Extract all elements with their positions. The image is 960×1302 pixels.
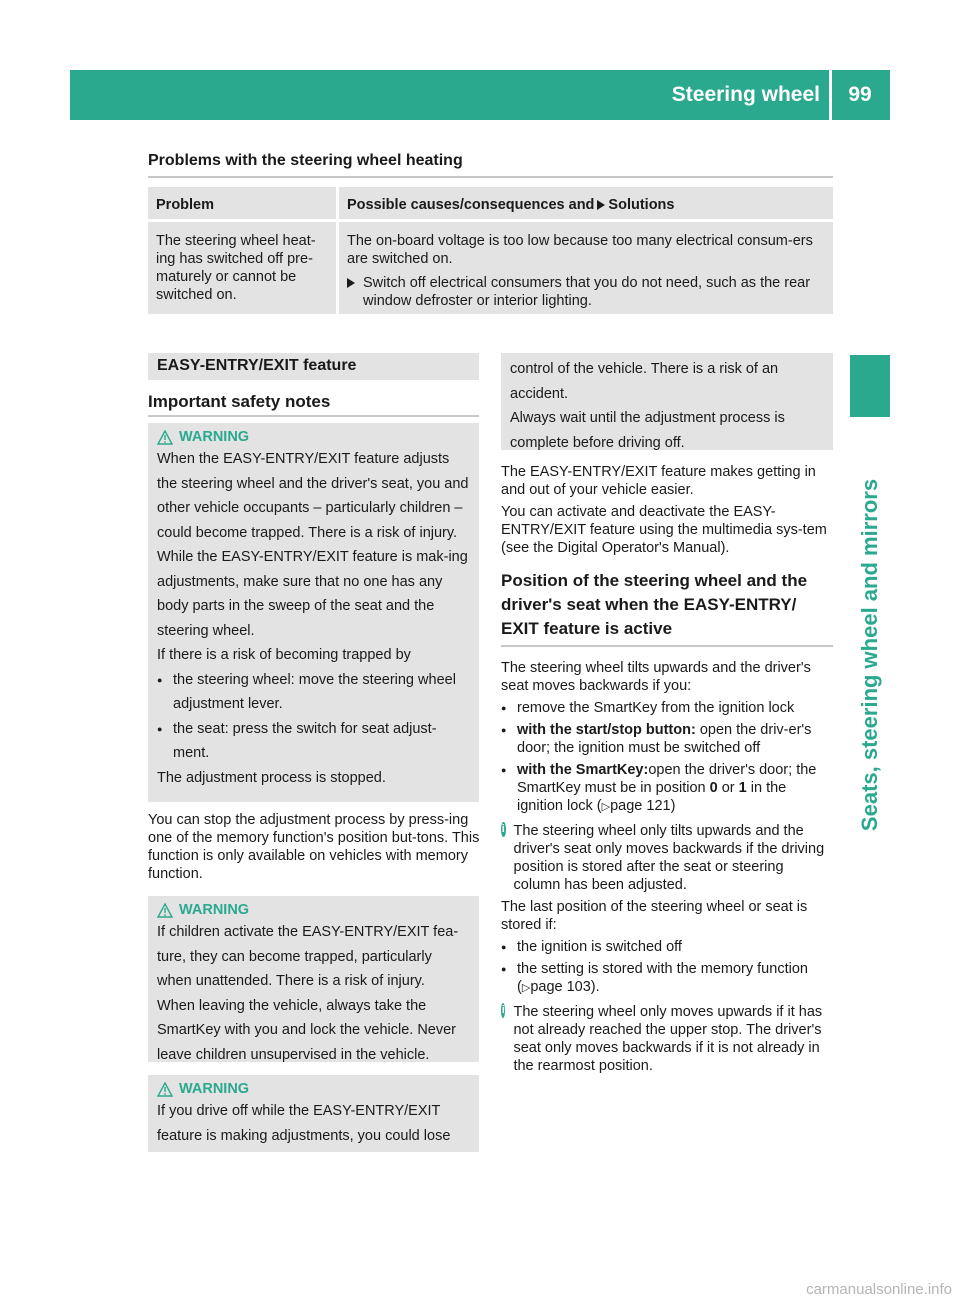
warning-header [157,429,470,445]
subheading: Important safety notes [148,392,331,411]
table-header-problem [148,187,336,219]
warning-triangle-icon [157,903,173,918]
warning-triangle-icon [157,430,173,445]
problem-text: The steering wheel heat-ing has switched off pre-maturely or cannot be switched on. [156,233,316,303]
warning-text: If there is a risk of becoming trapped by [157,647,411,663]
chapter-label: Seats, steering wheel and mirrors [857,478,882,832]
position-value: 0 [709,780,718,796]
watermark: carmanualsonline.info [806,1281,952,1298]
bullet-item [501,721,833,757]
section-heading: EASY-ENTRY/EXIT feature [157,357,357,374]
column-header: Problem [156,197,215,213]
page-ref-icon: ▷ [521,982,531,994]
info-icon: i [501,823,505,835]
info-note [501,822,833,894]
solution-step [347,274,825,310]
page-reference-link[interactable]: page 103). [530,979,600,995]
table-cell-problem [148,222,336,314]
warning-label: WARNING [179,1081,250,1097]
bullet-item [501,761,833,816]
warning-box-3-continued [501,353,833,450]
table-section-title: Problems with the steering wheel heating [148,152,463,169]
bullet-bold: with the SmartKey: [517,762,649,778]
body-text: The steering wheel tilts upwards and the driver's seat moves backwards if you: [501,660,811,694]
right-column [501,463,833,1075]
bullet-text: in the ignition lock ( [517,780,787,814]
body-text: You can activate and deactivate the EASY-ENTRY/EXIT feature using the multimedia sys-tem (see the Digital Operator's Manual). [501,504,827,556]
bullet-item: ● the ignition is switched off [501,938,833,956]
solution-text: Switch off electrical consumers that you do not need, such as the rear window defroster or interior lighting. [363,275,811,309]
warning-text: Always wait until the adjustment process is complete before driving off. [510,410,785,451]
warning-box-1 [148,423,479,802]
info-icon: i [501,1004,505,1016]
divider [148,176,833,178]
warning-header [157,902,470,918]
warning-text: When leaving the vehicle, always take the SmartKey with you and lock the vehicle. Never leave children unsupervised in the vehicle. [157,997,456,1063]
bullet-item: ● the steering wheel: move the steering wheel adjustment lever. [157,668,470,717]
column-header-solutions: Solutions [608,197,675,213]
side-tab [850,355,890,417]
bullet-bold: with the start/stop button: [517,722,696,738]
bullet-text: the setting is stored with the memory function ( [517,961,808,995]
info-text: The steering wheel only tilts upwards and the driver's seat only moves backwards if the driving position is stored after the seat or steering column has been adjusted. [513,823,825,893]
warning-text: The adjustment process is stopped. [157,769,386,786]
warning-label: WARNING [179,429,250,445]
table-cell-solution [339,222,833,314]
bullet-item: ● remove the SmartKey from the ignition lock [501,699,833,717]
section-heading: Position of the steering wheel and the driver's seat when the EASY-ENTRY/ EXIT feature is active [501,571,808,638]
bullet-text: or [717,780,739,796]
info-note [501,1003,833,1075]
warning-box-2 [148,896,479,1062]
warning-label: WARNING [179,902,250,918]
page-reference-link[interactable]: page 121) [610,798,676,814]
warning-text: While the EASY-ENTRY/EXIT feature is mak-ing adjustments, make sure that no one has any body parts in the sweep of the seat and the steering wheel. [157,549,468,639]
warning-header [157,1081,470,1097]
position-value: 1 [738,780,747,796]
warning-text: control of the vehicle. There is a risk of an accident. [510,361,779,402]
table-header-solutions [339,187,833,219]
warning-text: If you drive off while the EASY-ENTRY/EXIT feature is making adjustments, you could lose [157,1103,451,1144]
bullet-text: open the driv-er's door; the ignition must be switched off [517,722,812,756]
section-heading-box [148,353,479,380]
divider [148,415,479,417]
arrow-right-icon [347,278,355,288]
page-title: Steering wheel [671,83,820,106]
bullet-item: ● the seat: press the switch for seat adjust-ment. [157,717,470,766]
warning-box-3 [148,1075,479,1152]
warning-triangle-icon [157,1082,173,1097]
warning-text: When the EASY-ENTRY/EXIT feature adjusts the steering wheel and the driver's seat, you and other vehicle occupants – particularly children – could become trapped. There is a risk of injury. [157,451,469,541]
body-text: You can stop the adjustment process by press-ing one of the memory function's position but-tons. This function is only available on vehicles with memory function. [148,812,480,882]
page-ref-icon: ▷ [601,801,611,813]
divider [501,645,833,647]
cause-text: The on-board voltage is too low because too many electrical consum-ers are switched on. [347,233,813,267]
info-text: The steering wheel only moves upwards if it has not already reached the upper stop. The driver's seat only moves backwards if it is not already in the rearmost position. [513,1004,823,1074]
page-number: 99 [848,83,872,106]
column-header: Possible causes/consequences and [347,197,595,213]
arrow-right-icon [597,200,605,210]
header-divider [829,70,832,120]
bullet-text: open the driver's door; the SmartKey must be in position [517,762,817,796]
body-text: The last position of the steering wheel or seat is stored if: [501,899,808,933]
body-text: The EASY-ENTRY/EXIT feature makes getting in and out of your vehicle easier. [501,464,816,498]
bullet-item [501,960,833,997]
warning-text: If children activate the EASY-ENTRY/EXIT fea-ture, they can become trapped, particularly when unattended. There is a risk of injury. [157,924,459,989]
